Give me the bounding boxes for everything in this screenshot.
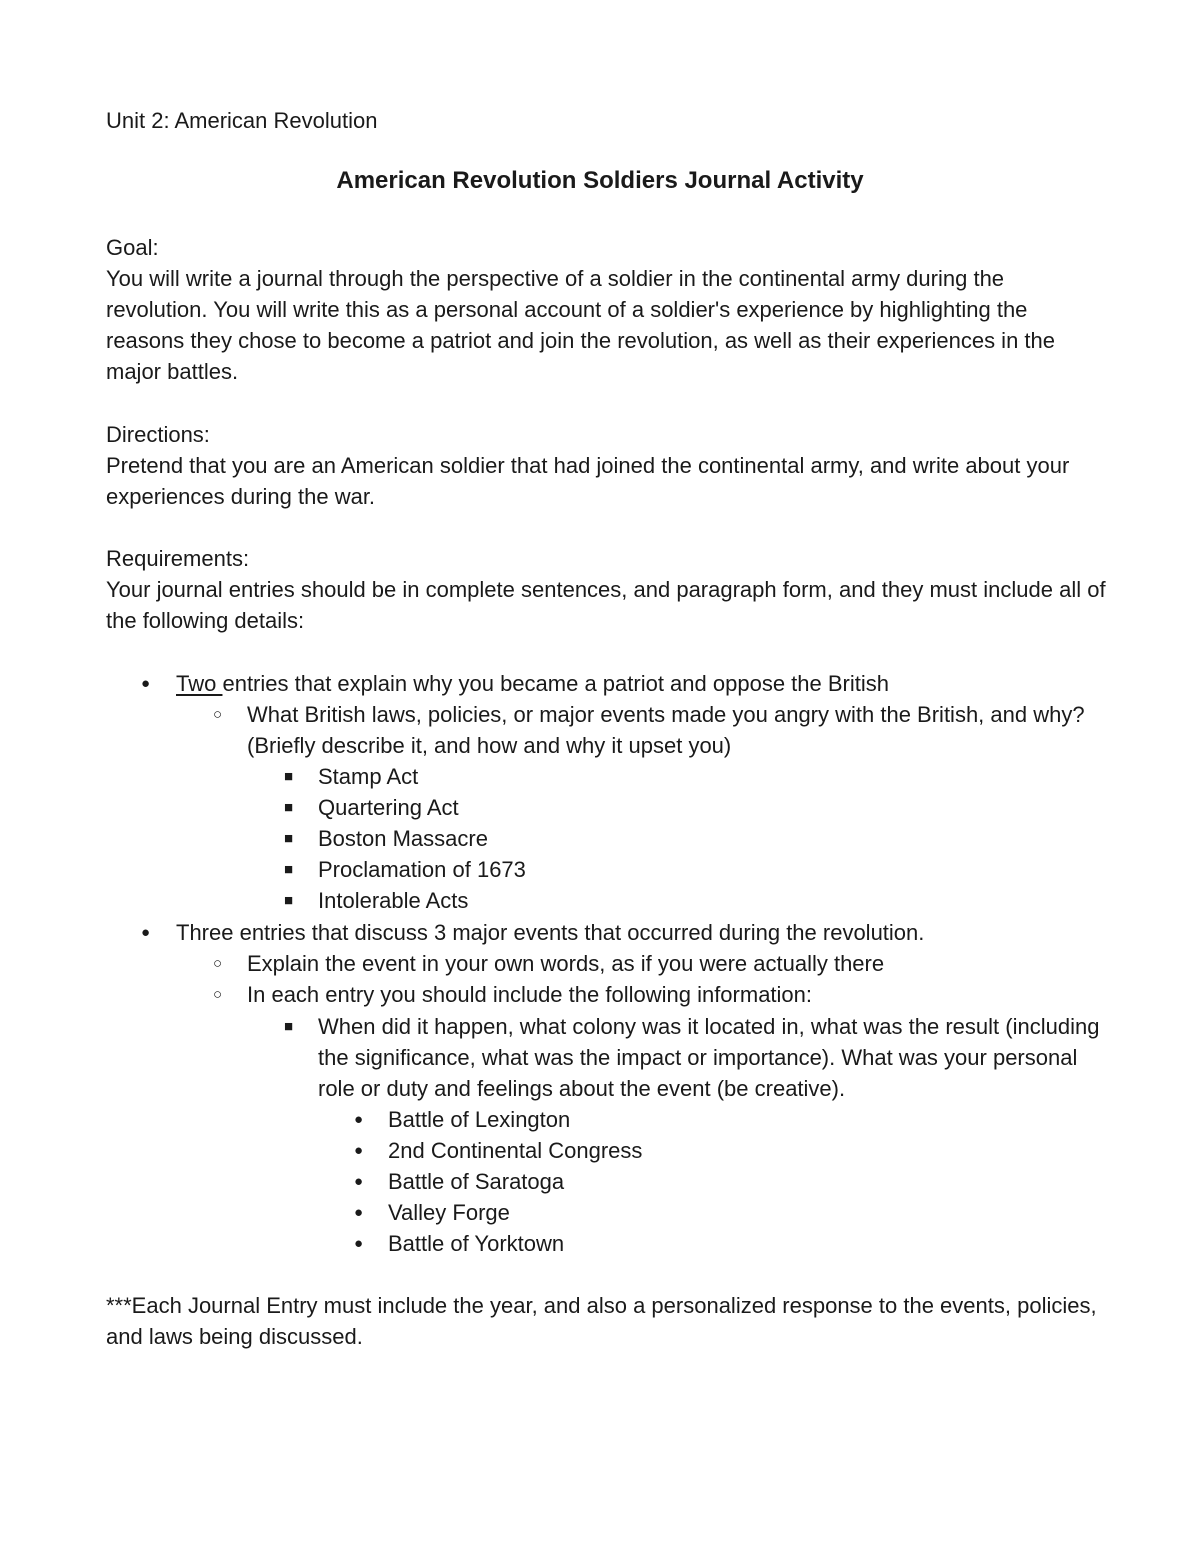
square-bullet: ■ xyxy=(284,799,294,816)
square-bullet: ■ xyxy=(284,1018,294,1035)
list-item: 2nd Continental Congress xyxy=(388,1138,643,1163)
detail-item: When did it happen, what colony was it located in, what was the result (including the significance, what was the impact or importance). What was your personal role or duty and feelings about the event (be creative). xyxy=(318,1014,1100,1101)
square-bullet: ■ xyxy=(284,861,294,878)
square-bullet: ■ xyxy=(284,830,294,847)
disc-bullet: ● xyxy=(354,1235,364,1252)
list-item: Proclamation of 1673 xyxy=(318,857,526,882)
disc-bullet: ● xyxy=(141,675,151,692)
closing-note: ***Each Journal Entry must include the year, and also a personalized response to the events, policies, and laws being discussed. xyxy=(106,1293,1097,1349)
requirements-heading: Requirements: xyxy=(106,546,250,571)
list-item-2-sub-2: In each entry you should include the following information: xyxy=(247,982,813,1007)
page-title: American Revolution Soldiers Journal Activity xyxy=(336,167,864,194)
list-item: Battle of Saratoga xyxy=(388,1169,565,1194)
list-item: Intolerable Acts xyxy=(318,888,469,913)
underlined-word: Two xyxy=(176,671,223,696)
list-item-2: Three entries that discuss 3 major events that occurred during the revolution. xyxy=(176,920,925,945)
disc-bullet: ● xyxy=(354,1111,364,1128)
list-item: Valley Forge xyxy=(388,1200,510,1225)
list-item-1-sub-1: What British laws, policies, or major events made you angry with the British, and why? (Briefly describe it, and how and why it upset you) xyxy=(247,702,1085,758)
goal-body: You will write a journal through the perspective of a soldier in the continental army during the revolution. You will write this as a personal account of a soldier's experience by highlighting the reasons they chose to become a patriot and join the revolution, as well as their experiences in the major battles. xyxy=(106,266,1055,384)
list-item-2-sub-1: Explain the event in your own words, as if you were actually there xyxy=(247,951,885,976)
square-bullet: ■ xyxy=(284,892,294,909)
circle-bullet: ○ xyxy=(213,955,223,972)
unit-label: Unit 2: American Revolution xyxy=(106,108,378,133)
list-item-1-text: entries that explain why you became a patriot and oppose the British xyxy=(222,671,889,696)
list-item-1 xyxy=(176,668,889,699)
list-item: Boston Massacre xyxy=(318,826,488,851)
directions-body: Pretend that you are an American soldier that had joined the continental army, and write about your experiences during the war. xyxy=(106,453,1070,509)
list-item: Battle of Lexington xyxy=(388,1107,571,1132)
circle-bullet: ○ xyxy=(213,986,223,1003)
list-item: Stamp Act xyxy=(318,764,419,789)
list-item: Quartering Act xyxy=(318,795,459,820)
disc-bullet: ● xyxy=(354,1142,364,1159)
requirements-body: Your journal entries should be in complete sentences, and paragraph form, and they must include all of the following details: xyxy=(106,577,1106,633)
list-item: Battle of Yorktown xyxy=(388,1231,565,1256)
directions-heading: Directions: xyxy=(106,422,210,447)
disc-bullet: ● xyxy=(141,924,151,941)
circle-bullet: ○ xyxy=(213,706,223,723)
square-bullet: ■ xyxy=(284,768,294,785)
goal-heading: Goal: xyxy=(106,235,159,260)
disc-bullet: ● xyxy=(354,1173,364,1190)
disc-bullet: ● xyxy=(354,1204,364,1221)
